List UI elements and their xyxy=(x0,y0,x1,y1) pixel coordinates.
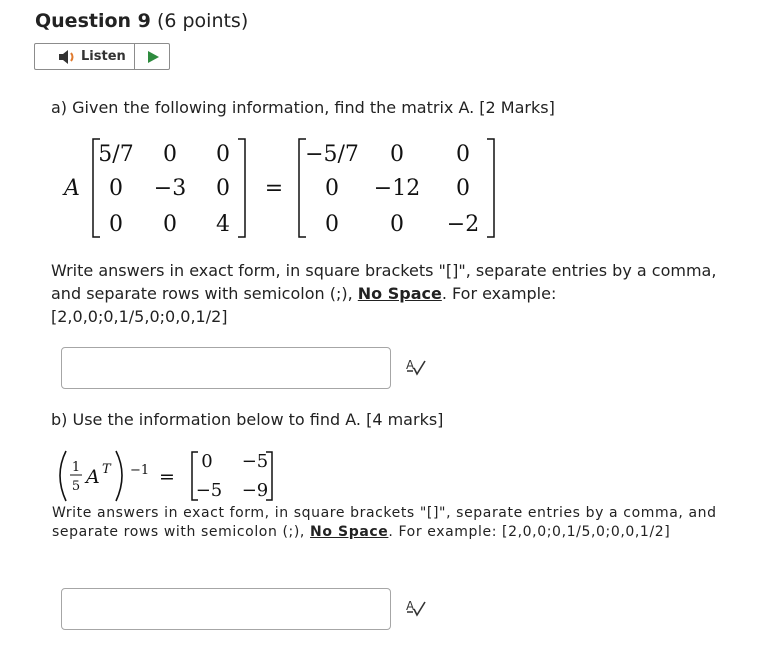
right-bracket-close xyxy=(487,139,494,237)
lm-2-2: 4 xyxy=(216,212,230,237)
left-bracket-close xyxy=(238,139,245,237)
inverse-exponent: −1 xyxy=(130,463,150,478)
lm-1-2: 0 xyxy=(216,176,230,201)
lm-1-0: 0 xyxy=(109,176,123,201)
question-title xyxy=(35,10,248,32)
lm-0-1: 0 xyxy=(163,142,177,167)
bm-0-0: 0 xyxy=(201,451,213,472)
paren-close xyxy=(116,451,122,501)
transpose-sup: T xyxy=(102,462,111,477)
bm-0-1: −5 xyxy=(241,451,269,472)
part-b-instructions xyxy=(52,504,772,542)
lm-2-0: 0 xyxy=(109,212,123,237)
rm-2-0: 0 xyxy=(325,212,339,237)
question-points: (6 points) xyxy=(156,10,249,32)
listen-divider xyxy=(134,44,135,69)
lm-1-1: −3 xyxy=(153,176,187,201)
rm-0-1: 0 xyxy=(390,142,404,167)
equals-sign: = xyxy=(264,176,284,201)
frac-numerator: 1 xyxy=(71,460,81,475)
svg-text:A: A xyxy=(406,358,415,372)
lm-0-2: 0 xyxy=(216,142,230,167)
lm-2-1: 0 xyxy=(163,212,177,237)
part-a-answer-input[interactable] xyxy=(61,347,391,389)
no-space-emphasis-b: No Space xyxy=(310,524,389,540)
rm-0-2: 0 xyxy=(456,142,470,167)
listen-button[interactable] xyxy=(34,43,170,70)
bm-1-1: −9 xyxy=(241,480,269,501)
part-b-instructions-line2: separate rows with semicolon (;), No Space. For example: [2,0,0;0,1/5,0;0,0,1/2] xyxy=(52,524,671,540)
rm-1-1: −12 xyxy=(373,176,421,201)
part-a-instructions xyxy=(51,259,771,328)
frac-denominator: 5 xyxy=(71,479,81,494)
rm-1-2: 0 xyxy=(456,176,470,201)
listen-label: Listen xyxy=(81,49,126,64)
bm-1-0: −5 xyxy=(195,480,223,501)
rm-2-1: 0 xyxy=(390,212,404,237)
part-b-prompt: b) Use the information below to find A. [4 marks] xyxy=(51,410,444,429)
svg-text:A: A xyxy=(406,599,415,613)
question-number: Question 9 xyxy=(35,10,151,32)
rm-1-0: 0 xyxy=(325,176,339,201)
rm-0-0: −5/7 xyxy=(305,142,359,167)
part-a-instructions-line2: and separate rows with semicolon (;), No Space. For example: xyxy=(51,284,557,303)
play-icon[interactable] xyxy=(145,49,161,65)
part-a-example: [2,0,0;0,1/5,0;0,0,1/2] xyxy=(51,307,228,326)
var-A: A xyxy=(86,466,100,488)
part-b-instructions-line1: Write answers in exact form, in square brackets "[]", separate entries by a comma, and xyxy=(52,505,717,521)
matrix-A-label: A xyxy=(64,176,80,201)
part-b-equation xyxy=(52,447,282,505)
equals-sign-b: = xyxy=(159,466,175,488)
rm-2-2: −2 xyxy=(446,212,480,237)
part-a-equation xyxy=(60,133,510,243)
no-space-emphasis: No Space xyxy=(357,284,442,303)
speaker-icon xyxy=(57,49,79,65)
part-a-prompt: a) Given the following information, find the matrix A. [2 Marks] xyxy=(51,98,555,117)
part-a-instructions-line1: Write answers in exact form, in square brackets "[]", separate entries by a comma, xyxy=(51,261,717,280)
paren-open xyxy=(60,451,66,501)
lm-0-0: 5/7 xyxy=(98,142,134,167)
equation-editor-icon[interactable] xyxy=(405,357,427,377)
part-b-answer-input[interactable] xyxy=(61,588,391,630)
equation-editor-icon-b[interactable] xyxy=(405,598,427,618)
